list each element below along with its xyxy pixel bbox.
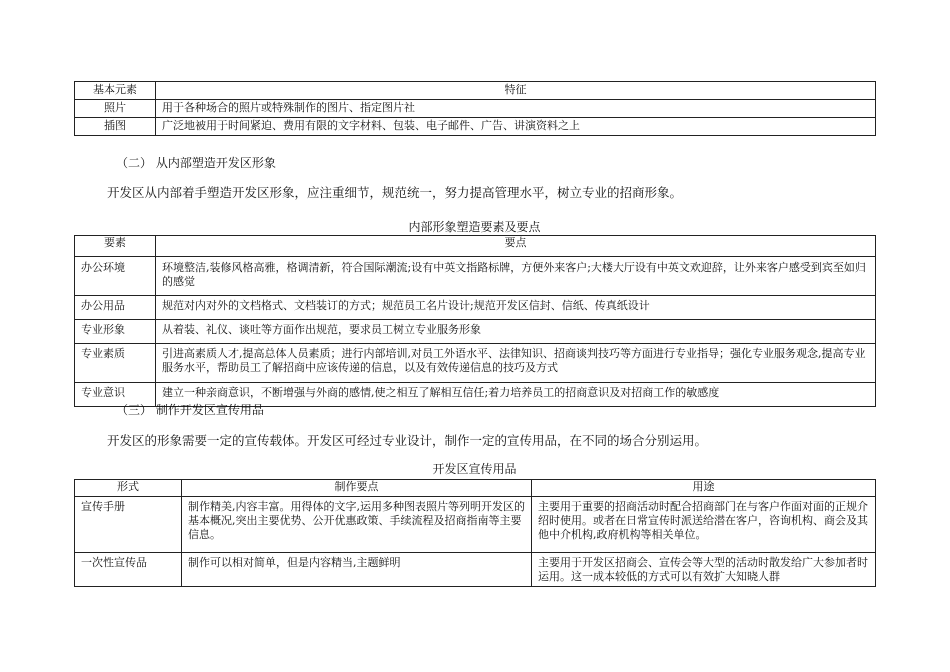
basic-elements-table [74, 81, 876, 136]
table-cell: 制作精美,内容丰富。用得体的文字,运用多种图表照片等列明开发区的基本概况,突出主要优势、公开优惠政策、手续流程及招商指南等主要信息。 [182, 497, 532, 553]
table-cell: 从着装、礼仪、谈吐等方面作出规范，要求员工树立专业服务形象 [156, 320, 876, 344]
table-row [75, 497, 876, 553]
promotional-items-table [74, 479, 876, 587]
table-cell: 广泛地被用于时间紧迫、费用有限的文字材料、包装、电子邮件、广告、讲演资料之上 [156, 118, 876, 136]
table-cell: 专业形象 [75, 320, 156, 344]
section-paragraph: 开发区的形象需要一定的宣传载体。开发区可经过专业设计，制作一定的宣传用品，在不同的场合分别运用。 [107, 433, 708, 448]
table-header-cell: 特征 [156, 82, 876, 100]
table-cell: 规范对内对外的文档格式、文档装订的方式；规范员工名片设计;规范开发区信封、信纸、传真纸设计 [156, 296, 876, 320]
table-header-cell: 要素 [75, 236, 156, 257]
table-caption: 内部形象塑造要素及要点 [408, 220, 541, 234]
table-row [75, 553, 876, 587]
table-cell: 主要用于开发区招商会、宣传会等大型的活动时散发给广大参加者时运用。这一成本较低的方式可以有效扩大知晓人群 [532, 553, 876, 587]
table-cell: 办公环境 [75, 257, 156, 296]
section-paragraph: 开发区从内部着手塑造开发区形象，应注重细节，规范统一，努力提高管理水平，树立专业的招商形象。 [107, 185, 683, 200]
table-header-cell: 用途 [532, 480, 876, 497]
section-heading: （二） 从内部塑造开发区形象 [116, 156, 276, 170]
table-row [75, 320, 876, 344]
table-row [75, 118, 876, 136]
table-header-cell: 制作要点 [182, 480, 532, 497]
table-cell: 引进高素质人才,提高总体人员素质；进行内部培训,对员工外语水平、法律知识、招商谈判技巧等方面进行专业指导；强化专业服务观念,提高专业服务水平，帮助员工了解招商中应该传递的信息，以及有效传递信息的技巧及方式 [156, 344, 876, 383]
table-header-row [75, 480, 876, 497]
table-cell: 宣传手册 [75, 497, 182, 553]
table-row [75, 296, 876, 320]
table-cell: 专业素质 [75, 344, 156, 383]
table-row [75, 100, 876, 118]
table-cell: 环境整洁,装修风格高雅，格调清新，符合国际潮流;设有中英文指路标牌，方便外来客户;大楼大厅设有中英文欢迎辞，让外来客户感受到宾至如归的感觉 [156, 257, 876, 296]
table-cell: 插图 [75, 118, 156, 136]
table-cell: 照片 [75, 100, 156, 118]
table-caption: 开发区宣传用品 [432, 462, 517, 476]
section-heading: （三） 制作开发区宣传用品 [116, 403, 264, 417]
table-cell: 主要用于重要的招商活动时配合招商部门在与客户作面对面的正规介绍时使用。或者在日常宣传时派送给潜在客户，咨询机构、商会及其他中介机构,政府机构等相关单位。 [532, 497, 876, 553]
table-row [75, 344, 876, 383]
table-header-row [75, 82, 876, 100]
table-row [75, 257, 876, 296]
table-header-cell: 要点 [156, 236, 876, 257]
table-cell: 建立一种亲商意识，不断增强与外商的感情,使之相互了解相互信任;着力培养员工的招商意识及对招商工作的敏感度 [156, 383, 876, 407]
table-header-row [75, 236, 876, 257]
internal-image-table [74, 235, 876, 407]
table-cell: 用于各种场合的照片或特殊制作的图片、指定图片社 [156, 100, 876, 118]
table-cell: 制作可以相对简单，但是内容精当,主题鲜明 [182, 553, 532, 587]
table-cell: 办公用品 [75, 296, 156, 320]
table-header-cell: 形式 [75, 480, 182, 497]
table-cell: 一次性宣传品 [75, 553, 182, 587]
table-cell: 专业意识 [75, 383, 156, 407]
table-header-cell: 基本元素 [75, 82, 156, 100]
